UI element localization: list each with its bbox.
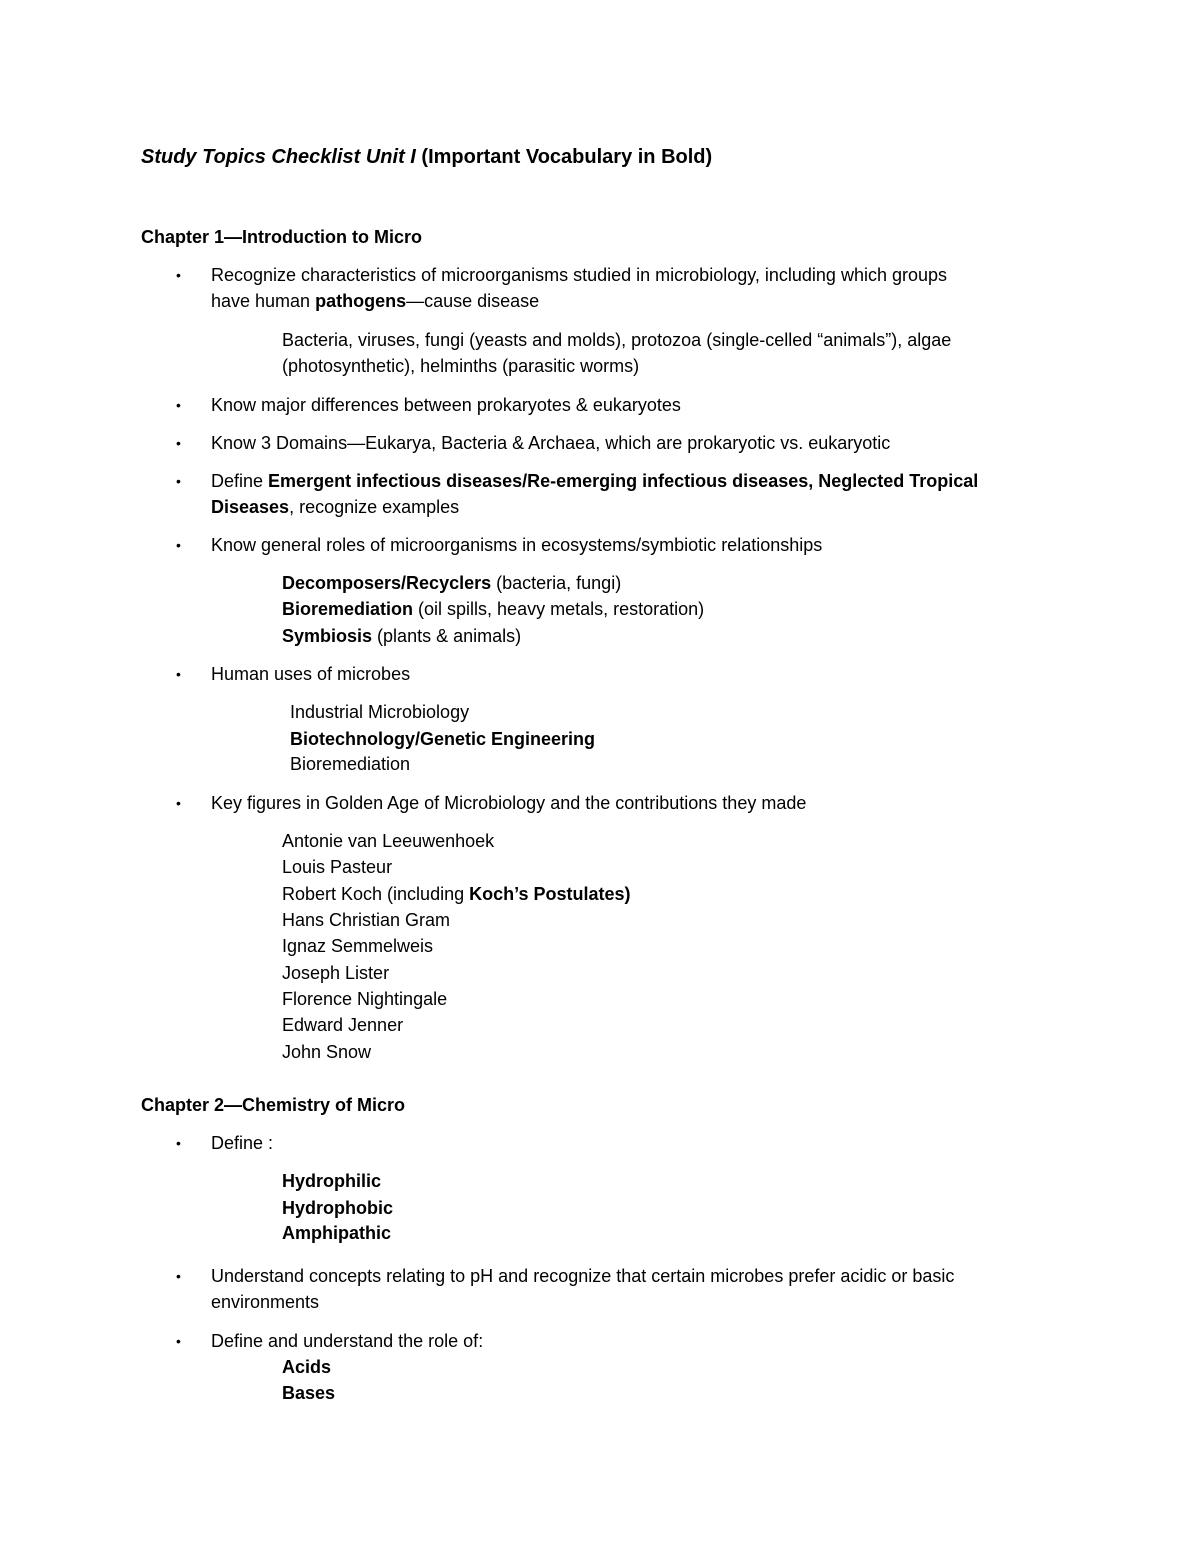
human-use-bioremediation: Bioremediation [290,754,411,774]
chapter-1-item-ecosystems: Know general roles of microorganisms in ecosystems/symbiotic relationships [211,535,823,555]
chapter-2-item-ph-line-1: Understand concepts relating to pH and recognize that certain microbes prefer acidic or basic [211,1266,955,1286]
key-figure: Louis Pasteur [282,857,393,877]
ecosystem-role-decomposers: Decomposers/Recyclers (bacteria, fungi) [282,573,622,593]
key-figure: Joseph Lister [282,963,390,983]
bullet-icon: • [176,537,181,553]
chapter-1-item-microorganisms-line-2: have human pathogens—cause disease [211,291,540,311]
chapter-1-item-diseases-line-1: Define Emergent infectious diseases/Re-emerging infectious diseases, Neglected Tropical [211,471,979,491]
chapter-1-heading: Chapter 1—Introduction to Micro [141,227,422,247]
key-figure: Hans Christian Gram [282,910,451,930]
term-acids: Acids [282,1357,332,1377]
microorganism-groups-line-2: (photosynthetic), helminths (parasitic worms) [282,356,640,376]
bullet-icon: • [176,267,181,283]
term-hydrophilic: Hydrophilic [282,1171,382,1191]
chapter-2-item-define: Define : [211,1133,274,1153]
bullet-icon: • [176,666,181,682]
key-figure: Edward Jenner [282,1015,404,1035]
bullet-icon: • [176,1268,181,1284]
document-title: Study Topics Checklist Unit I (Important Vocabulary in Bold) [141,146,713,168]
chapter-2-item-ph-line-2: environments [211,1292,320,1312]
ecosystem-role-bioremediation: Bioremediation (oil spills, heavy metals, restoration) [282,599,705,619]
term-hydrophobic: Hydrophobic [282,1198,393,1218]
chapter-1-item-key-figures: Key figures in Golden Age of Microbiology and the contributions they made [211,793,807,813]
microorganism-groups-line-1: Bacteria, viruses, fungi (yeasts and molds), protozoa (single-celled “animals”), algae [282,330,952,350]
chapter-1-item-human-uses: Human uses of microbes [211,664,411,684]
bullet-icon: • [176,397,181,413]
chapter-2-item-role: Define and understand the role of: [211,1331,484,1351]
chapter-1-item-prokaryotes: Know major differences between prokaryotes & eukaryotes [211,395,681,415]
term-amphipathic: Amphipathic [282,1223,392,1243]
bullet-icon: • [176,795,181,811]
ecosystem-role-symbiosis: Symbiosis (plants & animals) [282,626,522,646]
key-figure: John Snow [282,1042,372,1062]
bullet-icon: • [176,1333,181,1349]
chapter-1-item-microorganisms-line-1: Recognize characteristics of microorganisms studied in microbiology, including which groups [211,265,947,285]
bullet-icon: • [176,1135,181,1151]
chapter-1-item-diseases-line-2: Diseases, recognize examples [211,497,460,517]
term-bases: Bases [282,1383,336,1403]
chapter-1-item-domains: Know 3 Domains—Eukarya, Bacteria & Archaea, which are prokaryotic vs. eukaryotic [211,433,891,453]
bullet-icon: • [176,473,181,489]
key-figure: Ignaz Semmelweis [282,936,434,956]
human-use-industrial: Industrial Microbiology [290,702,470,722]
human-use-biotechnology: Biotechnology/Genetic Engineering [290,729,596,749]
key-figure: Robert Koch (including Koch’s Postulates) [282,884,631,904]
bullet-icon: • [176,435,181,451]
key-figure: Antonie van Leeuwenhoek [282,831,495,851]
key-figure: Florence Nightingale [282,989,448,1009]
chapter-2-heading: Chapter 2—Chemistry of Micro [141,1095,406,1115]
